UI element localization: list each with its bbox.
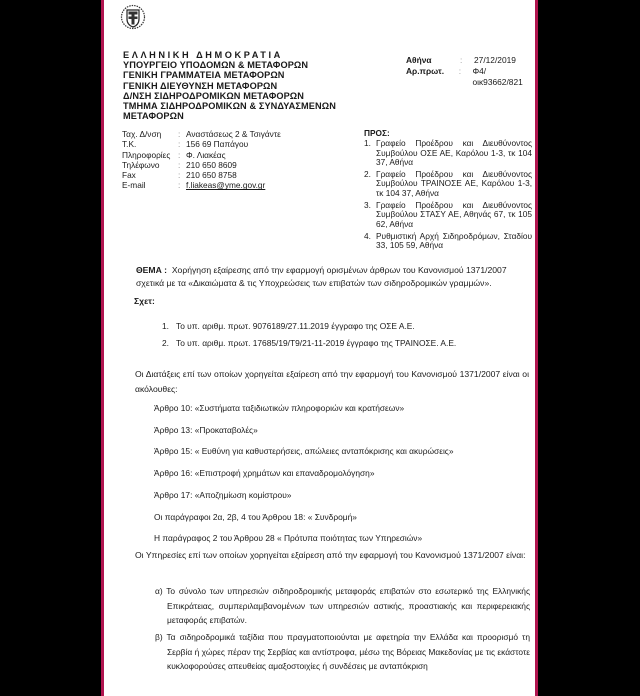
service-item: β) Τα σιδηροδρομικά ταξίδια που πραγματοποιούνται με αφετηρία την Ελλάδα και προορισμό τη Σερβία ή χώρες πέραν της Σερβίας και αντίστροφα, μέσω της Βόρειας Μακεδονίας με τις εκάστοτε κυκλοφορούσες απευθείας αμαξοστοιχίες ή συνδέσεις με ανταπόκριση [155, 632, 530, 672]
hellenic-emblem-icon [120, 2, 146, 32]
provision-item: Η παράγραφος 2 του Άρθρου 28 « Πρότυπα ποιότητας των Υπηρεσιών» [154, 533, 423, 544]
letterhead-line: ΓΕΝΙΚΗ ΓΡΑΜΜΑΤΕΙΑ ΜΕΤΑΦΟΡΩΝ [123, 70, 285, 81]
contact-info: Ταχ. Δ/νση : Αναστάσεως 2 & Τσιγάντε Τ.Κ. : 156 69 Παπάγου Πληροφορίες : Φ. Λιακέας Τηλέφωνο : 210 650 8609 Fax : 210 650 8758 E-mail : f.liakeas@yme.gov.gr [122, 129, 281, 191]
recipient-item: 3. Γραφείο Προέδρου και Διευθύνοντος Συμβούλου ΣΤΑΣΥ ΑΕ, Αθηνάς 67, τκ 105 62, Αθήνα [364, 200, 532, 229]
letterhead-line: ΕΛΛΗΝΙΚΗ ΔΗΜΟΚΡΑΤΙΑ [123, 50, 283, 60]
subject-block [136, 264, 528, 290]
date-protocol-block: Αθήνα : 27/12/2019 Αρ.πρωτ. : Φ4/οικ93662/821 [406, 55, 535, 88]
subject-line: Χορήγηση εξαίρεσης από την εφαρμογή ορισμένων άρθρων του Κανονισμού 1371/2007 [171, 265, 507, 275]
contact-label: Πληροφορίες [122, 149, 171, 160]
services-intro: Οι Υπηρεσίες επί των οποίων χορηγείται εξαίρεση από την εφαρμογή του Κανονισμού 1371/2007 είναι: [135, 550, 526, 560]
provision-item: Άρθρο 16: «Επιστροφή χρημάτων και επαναδρομολόγηση» [154, 468, 375, 479]
place-label: Αθήνα [406, 55, 432, 65]
provision-item: Άρθρο 10: «Συστήματα ταξιδιωτικών πληροφοριών και κρατήσεων» [154, 403, 405, 413]
letterhead-line: ΤΜΗΜΑ ΣΙΔΗΡΟΔΡΟΜΙΚΩΝ & ΣΥΝΔΥΑΣΜΕΝΩΝ [123, 101, 336, 112]
subject-label: ΘΕΜΑ : [136, 265, 168, 275]
related-list [162, 318, 456, 352]
provision-item: Οι παράγραφοι 2α, 2β, 4 του Άρθρου 18: « Συνδρομή» [154, 511, 357, 522]
letterhead-line: Δ/ΝΣΗ ΣΙΔΗΡΟΔΡΟΜΙΚΩΝ ΜΕΤΑΦΟΡΩΝ [123, 90, 305, 101]
recipient-item: 4. Ρυθμιστική Αρχή Σιδηροδρόμων, Σταδίου 33, 105 59, Αθήνα [364, 230, 532, 251]
related-title: Σχετ: [134, 296, 155, 306]
related-item: 1. Το υπ. αριθμ. πρωτ. 9076189/27.11.2019 έγγραφο της ΟΣΕ Α.Ε. [162, 321, 415, 331]
contact-label: Τ.Κ. [122, 139, 137, 150]
recipient-item: 2. Γραφείο Προέδρου και Διευθύνοντος Συμβούλου ΤΡΑΙΝΟΣΕ ΑΕ, Καρόλου 1-3, τκ 104 37, Αθήνα [364, 169, 532, 198]
letterhead [123, 50, 336, 121]
contact-value: Αναστάσεως 2 & Τσιγάντε [186, 129, 281, 139]
provision-item: Άρθρο 15: « Ευθύνη για καθυστερήσεις, απώλειες ανταπόκρισης και ακυρώσεις» [154, 446, 454, 457]
provisions-list [154, 398, 454, 550]
letterhead-line: ΜΕΤΑΦΟΡΩΝ [123, 111, 184, 122]
related-item: 2. Το υπ. αριθμ. πρωτ. 17685/19/Τ9/21-11-2019 έγγραφο της ΤΡΑΙΝΟΣΕ. Α.Ε. [162, 338, 457, 348]
recipient-item: 1. Γραφείο Προέδρου και Διευθύνοντος Συμβούλου ΟΣΕ ΑΕ, Καρόλου 1-3, τκ 104 37, Αθήνα [364, 138, 532, 167]
contact-value: 156 69 Παπάγου [186, 139, 249, 150]
contact-label: Τηλέφωνο [122, 159, 160, 170]
subject-line: σχετικά με τα «Δικαιώματα & τις Υποχρεώσεις των επιβατών των σιδηροδρομικών γραμμών». [136, 278, 492, 288]
provisions-intro: Οι Διατάξεις επί των οποίων χορηγείται εξαίρεση από την εφαρμογή του Κανονισμού 1371/2007 είναι οι ακόλουθες: [135, 369, 529, 394]
recipients-block [364, 129, 532, 254]
protocol-label: Αρ.πρωτ. [406, 66, 445, 76]
provision-item: Άρθρο 13: «Προκαταβολές» [154, 424, 258, 435]
contact-value: Φ. Λιακέας [186, 149, 226, 160]
contact-label: Ταχ. Δ/νση [122, 129, 162, 139]
letterhead-line: ΓΕΝΙΚΗ ΔΙΕΥΘΥΝΣΗ ΜΕΤΑΦΟΡΩΝ [123, 80, 278, 91]
recipients-title: ΠΡΟΣ: [364, 128, 390, 138]
contact-label: E-mail [122, 180, 146, 191]
protocol-number: Φ4/οικ93662/821 [472, 66, 523, 87]
email-link[interactable]: f.liakeas@yme.gov.gr [186, 180, 266, 191]
document-page [101, 0, 538, 696]
letterhead-line: ΥΠΟΥΡΓΕΙΟ ΥΠΟΔΟΜΩΝ & ΜΕΤΑΦΟΡΩΝ [123, 60, 309, 71]
contact-value: 210 650 8758 [186, 170, 237, 181]
document-date: 27/12/2019 [474, 55, 516, 65]
service-item: α) Το σύνολο των υπηρεσιών σιδηροδρομικής μεταφοράς επιβατών στο εσωτερικό της Ελληνικής Επικράτειας, συμπεριλαμβανομένων των υπηρεσιών αστικής, προαστιακής και περιφερειακής μεταφοράς επιβατών. [155, 586, 530, 626]
contact-label: Fax [122, 170, 136, 181]
provision-item: Άρθρο 17: «Αποζημίωση κομίστρου» [154, 489, 292, 500]
contact-value: 210 650 8609 [186, 159, 237, 170]
